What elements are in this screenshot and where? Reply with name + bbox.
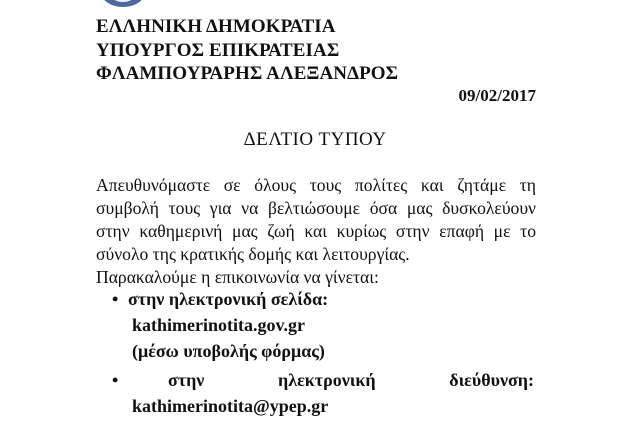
bullet-dot-icon: • xyxy=(112,370,119,390)
paragraph-line: Απευθυνόμαστε σε όλους τους πολίτες και ζητάμε τη xyxy=(96,175,536,195)
email-label xyxy=(168,368,534,392)
website-label: στην ηλεκτρονική σελίδα: xyxy=(128,289,329,309)
contact-request-text: Παρακαλούμε η επικοινωνία να γίνεται: xyxy=(96,267,379,287)
paragraph-line: σύνολο της κρατικής δομής και λειτουργίας. xyxy=(96,244,410,264)
email-label-word: διεύθυνση: xyxy=(449,370,534,390)
paragraph-line: στην καθημερινή μας ζωή και κυρίως στην επαφή με το xyxy=(96,221,536,241)
header-republic: ΕΛΛΗΝΙΚΗ ΔΗΜΟΚΡΑΤΙΑ xyxy=(96,16,336,37)
email-link[interactable]: kathimerinotita@ypep.gr xyxy=(132,396,329,416)
header-ministry: ΥΠΟΥΡΓΟΣ ΕΠΙΚΡΑΤΕΙΑΣ xyxy=(96,40,340,61)
paragraph-line: συμβολή τους για να βελτιώσουμε όσα μας δυσκολεύουν xyxy=(96,198,536,218)
website-note: (μέσω υποβολής φόρμας) xyxy=(132,341,325,361)
website-link[interactable]: kathimerinotita.gov.gr xyxy=(132,315,305,335)
email-label-word: στην xyxy=(168,370,205,390)
press-release-title: ΔΕΛΤΙΟ ΤΥΠΟΥ xyxy=(243,129,387,150)
bullet-dot-icon: • xyxy=(112,289,119,309)
intro-paragraph xyxy=(96,174,536,266)
coat-of-arms-icon xyxy=(98,0,148,8)
header-minister-name: ΦΛΑΜΠΟΥΡΑΡΗΣ ΑΛΕΞΑΝΔΡΟΣ xyxy=(96,63,399,84)
email-label-word: ηλεκτρονική xyxy=(278,370,376,390)
document-date: 09/02/2017 xyxy=(458,86,536,105)
